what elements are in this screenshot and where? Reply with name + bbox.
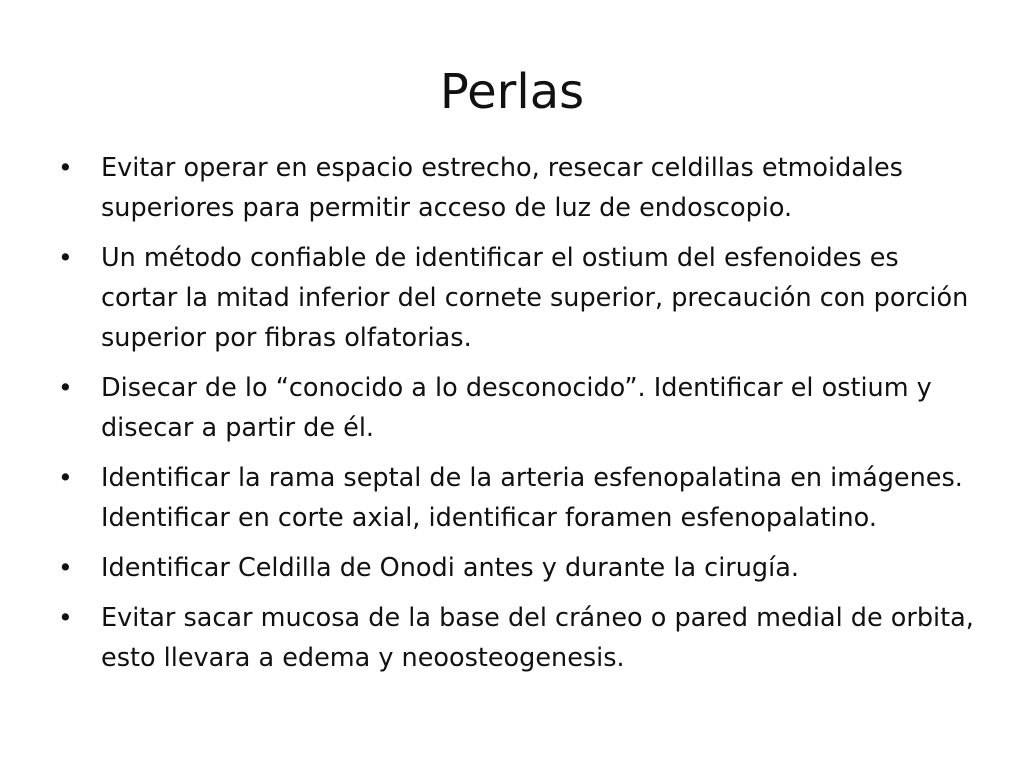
bullet-item xyxy=(58,548,978,588)
bullet-icon: • xyxy=(58,373,73,402)
bullet-text: Evitar operar en espacio estrecho, resecar celdillas etmoidales superiores para permitir acceso de luz de endoscopio. xyxy=(101,153,903,223)
bullet-item xyxy=(58,458,978,538)
bullet-icon: • xyxy=(58,153,73,182)
bullet-icon: • xyxy=(58,463,73,492)
bullet-item xyxy=(58,238,978,358)
bullet-icon: • xyxy=(58,553,73,582)
bullet-item xyxy=(58,148,978,228)
bullet-item xyxy=(58,598,978,678)
bullet-text: Identificar la rama septal de la arteria esfenopalatina en imágenes. Identificar en corte axial, identificar foramen esfenopalatino. xyxy=(101,463,963,533)
bullet-text: Identificar Celdilla de Onodi antes y durante la cirugía. xyxy=(101,553,799,583)
slide-title: Perlas xyxy=(439,64,585,120)
bullet-text: Un método confiable de identificar el ostium del esfenoides es cortar la mitad inferior del cornete superior, precaución con porción superior por fibras olfatorias. xyxy=(101,243,969,353)
bullet-icon: • xyxy=(58,243,73,272)
bullet-text: Evitar sacar mucosa de la base del cráneo o pared medial de orbita, esto llevara a edema y neoosteogenesis. xyxy=(101,603,974,673)
bullet-text: Disecar de lo “conocido a lo desconocido”. Identificar el ostium y disecar a partir de él. xyxy=(101,373,932,443)
bullet-icon: • xyxy=(58,603,73,632)
bullet-item xyxy=(58,368,978,448)
bullet-list xyxy=(58,148,978,688)
